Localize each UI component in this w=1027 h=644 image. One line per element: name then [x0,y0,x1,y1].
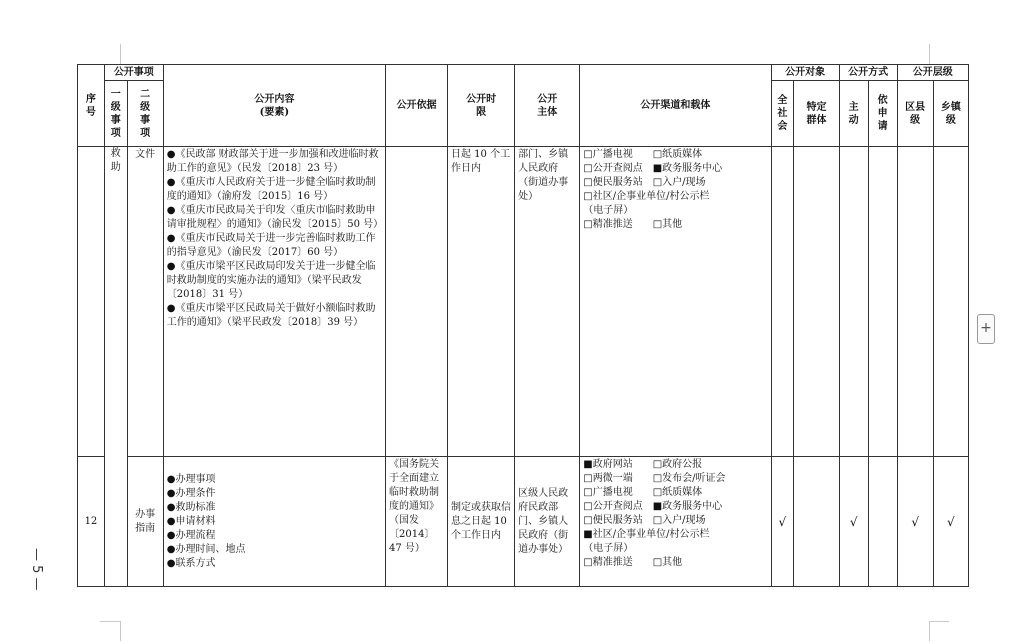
list-item: ●《重庆市民政局关于进一步完善临时救助工作的指导意见》（渝民发〔2017〕60 号） [166,233,376,258]
header-mode-group: 公开方式 [839,65,897,81]
level-district-cell [897,147,933,457]
level-town-cell: √ [933,457,968,587]
target-all-cell [771,147,794,457]
header-content-sub: (要素) [259,106,290,118]
expand-button[interactable]: + [977,314,995,344]
list-item: ●办理时间、地点 [166,543,246,555]
header-content [163,65,385,147]
header-level1: 一级事项 [104,81,127,147]
list-item: ●办理流程 [166,529,216,541]
header-row [78,65,969,81]
header-level-group: 公开层级 [897,65,968,81]
header-target-group: 公开对象 [771,65,839,81]
table-row [78,457,969,587]
mode-active-cell: √ [839,457,868,587]
list-item: ●办理条件 [166,487,216,499]
list-item: ●《重庆市梁平区民政局关于做好小额临时救助工作的通知》（梁平民政发〔2018〕39 号） [166,303,376,328]
header-level-district: 区县级 [897,81,933,147]
crop-mark [929,44,930,64]
level-district-cell: √ [897,457,933,587]
header-channels: 公开渠道和载体 [580,65,771,147]
mode-active-cell [839,147,868,457]
channels-cell: □广播电视 □纸质媒体 □公开查阅点 ■政务服务中心 □便民服务站 □入户/现场 □社区/企事业单位/村公示栏 （电子屏） □精准推送 □其他 [580,147,771,457]
basis-cell [385,147,447,457]
list-item: ●联系方式 [166,557,216,569]
subject-cell: 部门、乡镇人民政府（街道办事处） [515,147,580,457]
basis-cell: 《国务院关于全面建立临时救助制度的通知》（国发〔2014〕47 号） [385,457,447,587]
deadline-cell: 制定或获取信息之日起 10 个工作日内 [448,457,515,587]
list-item: ●《重庆市人民政府关于进一步健全临时救助制度的通知》（渝府发〔2015〕16 号） [166,177,376,202]
header-basis: 公开依据 [385,65,447,147]
header-items-group: 公开事项 [104,65,163,81]
level-town-cell [933,147,968,457]
crop-mark [929,621,949,622]
crop-mark [120,621,121,641]
header-subject: 公开主体 [515,65,580,147]
table-row [78,147,969,457]
crop-mark [929,621,930,641]
content-cell [163,147,385,457]
list-item: ●救助标准 [166,501,216,513]
target-specific-cell [794,457,839,587]
header-mode-apply: 依申请 [868,81,897,147]
disclosure-table [77,64,969,587]
guide-list [167,473,382,571]
list-item: ●《重庆市民政局关于印发〈重庆市临时救助申请审批规程〉的通知》（渝民发〔2015〕50 号） [166,205,384,230]
header-content-title: 公开内容 [254,93,295,105]
level2-cell: 文件 [127,147,163,457]
header-deadline: 公开时限 [448,65,515,147]
mode-apply-cell [868,457,897,587]
header-mode-active: 主动 [839,81,868,147]
target-specific-cell [794,147,839,457]
header-level2: 二级事项 [127,81,163,147]
level1-cell: 救助 [104,147,127,587]
header-level-town: 乡镇级 [933,81,968,147]
subject-cell: 区级人民政府民政部门、乡镇人民政府（街道办事处） [515,457,580,587]
channels-cell: ■政府网站 □政府公报 □两微一端 □发布会/听证会 □广播电视 □纸质媒体 □公开查阅点 ■政务服务中心 □便民服务站 □入户/现场 ■社区/企事业单位/村公示栏 （电子屏） □精准推送 □其他 [580,457,771,587]
crop-mark [100,621,120,622]
list-item: ●《民政部 财政部关于进一步加强和改进临时救助工作的意见》（民发〔2018〕23 号） [166,149,379,174]
header-seq: 序号 [78,65,105,147]
list-item: ●《重庆市梁平区民政局印发关于进一步健全临时救助制度的实施办法的通知》（梁平民政发〔2018〕31 号） [166,261,376,300]
content-cell [163,457,385,587]
list-item: ●办理事项 [166,473,216,485]
list-item: ●申请材料 [166,515,216,527]
document-list [167,148,382,330]
deadline-cell: 日起 10 个工作日内 [448,147,515,457]
level2-cell: 办事指南 [127,457,163,587]
header-target-all: 全社会 [771,81,794,147]
mode-apply-cell [868,147,897,457]
header-target-specific: 特定群体 [794,81,839,147]
seq-cell: 12 [78,457,105,587]
crop-mark [120,44,121,64]
target-all-cell: √ [771,457,794,587]
page-number: — 5 — [29,548,44,591]
seq-cell [78,147,105,457]
